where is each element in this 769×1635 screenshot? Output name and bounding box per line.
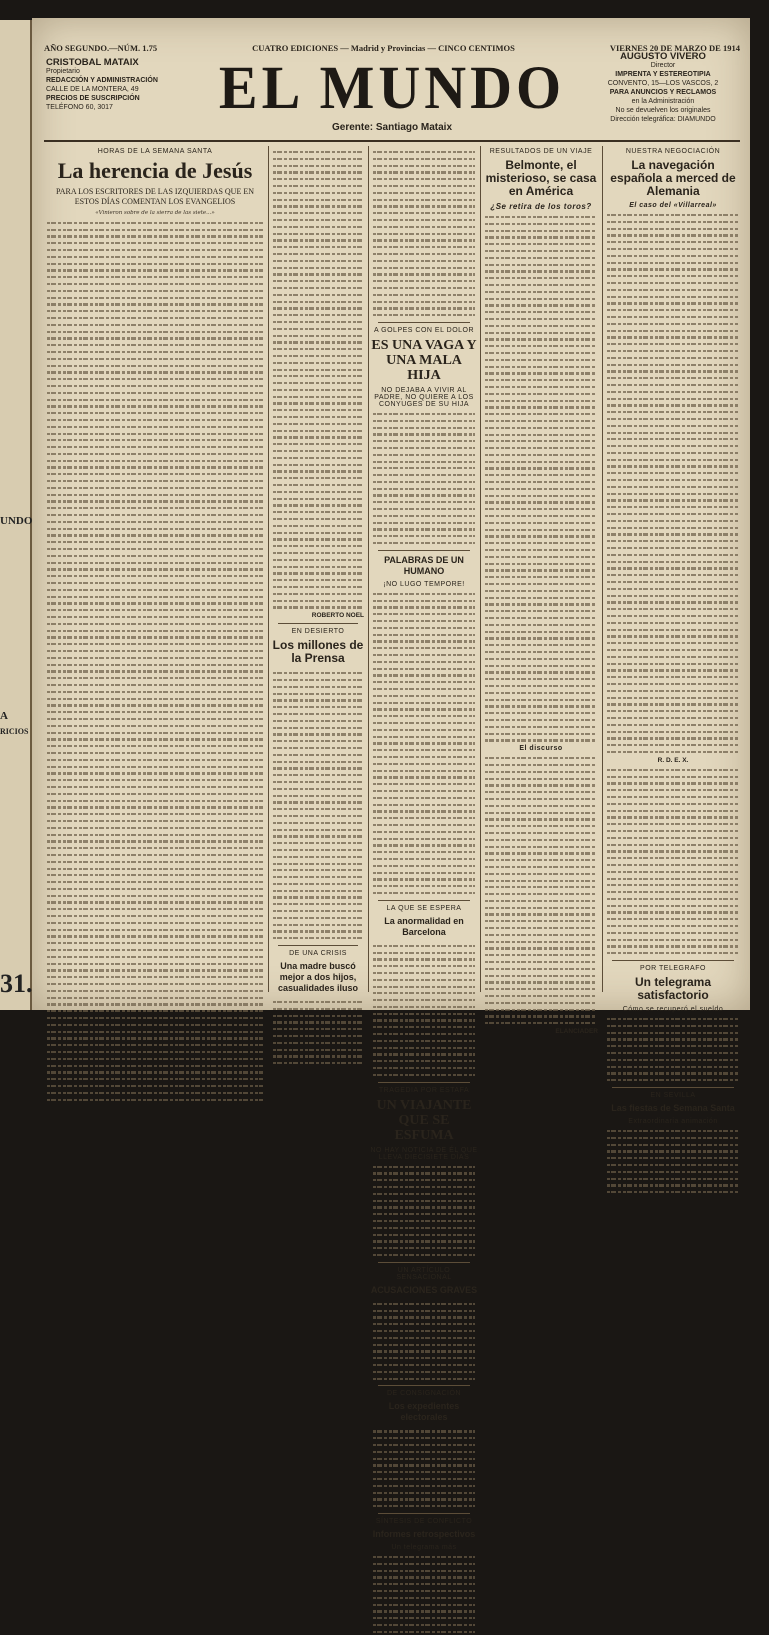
ads-title: PARA ANUNCIOS Y RECLAMOS — [609, 89, 717, 96]
section-kicker: EN DESIERTO — [291, 628, 345, 636]
headline-belmonte: Belmonte, el misterioso, se casa en América — [485, 158, 597, 198]
divider — [378, 1082, 470, 1083]
section-kicker: DE CONSIGNACIÓN — [386, 1390, 461, 1398]
telegram-address: Dirección telegráfica: DIAMUNDO — [610, 116, 716, 123]
subheadline: Extraordinaria animación — [628, 1118, 718, 1126]
divider — [378, 1513, 470, 1514]
admin-section: REDACCIÓN Y ADMINISTRACIÓN — [46, 77, 158, 84]
divider — [612, 960, 734, 961]
article-body — [485, 213, 597, 743]
director-role: Director — [650, 62, 676, 69]
manager-line: Gerente: Santiago Mataix — [331, 122, 453, 133]
article-body — [485, 754, 597, 1026]
article-body — [373, 410, 475, 546]
headline-vaga: ES UNA VAGA Y UNA MALA HIJA — [371, 337, 477, 383]
section-kicker: RESULTADOS DE UN VIAJE — [489, 148, 593, 155]
column-3-continued — [370, 1082, 478, 1635]
divider — [378, 550, 470, 551]
article-body — [273, 148, 363, 610]
editions-info: CUATRO EDICIONES — Madrid y Provincias — CINCO CENTIMOS — [252, 43, 515, 53]
divider — [278, 623, 358, 624]
section-kicker: EN SEVILLA — [650, 1092, 696, 1100]
section-kicker: POR TELEGRAFO — [640, 965, 706, 973]
column-1b — [128, 180, 268, 996]
article-body — [373, 942, 475, 1078]
headline-fiestas: Las fiestas de Semana Santa — [611, 1103, 735, 1114]
headline-viajante: UN VIAJANTE QUE SE ESFUMA — [376, 1097, 472, 1143]
originals-note: No se devuelven los originales — [615, 107, 711, 114]
ads-location: en la Administración — [631, 98, 695, 105]
issue-number: AÑO SEGUNDO.—NÚM. 1.75 — [44, 43, 158, 53]
byline-roberto: ROBERTO NOEL — [311, 612, 364, 620]
issue-date: VIERNES 20 DE MARZO DE 1914 — [609, 43, 740, 53]
subheadline: El discurso — [519, 745, 563, 753]
headline-acusaciones: ACUSACIONES GRAVES — [370, 1284, 478, 1295]
left-page-fragment: UNDO — [0, 515, 33, 527]
article-body — [373, 148, 475, 318]
subheadline: Un telegrama más — [391, 1543, 457, 1551]
divider — [378, 1262, 470, 1263]
column-separator — [480, 146, 481, 992]
headline-expedientes: Los expedientes electorales — [388, 1401, 460, 1423]
article-body — [273, 998, 363, 1066]
column-3 — [370, 146, 478, 1551]
left-page-fragment: 31. — [0, 969, 33, 998]
headline-millones: Los millones de la Prensa — [272, 638, 364, 666]
subscription-title: PRECIOS DE SUSCRIPCIÓN — [46, 95, 140, 102]
adjacent-page-edge — [0, 20, 32, 1010]
section-kicker: DE UNA CRISIS — [289, 950, 347, 958]
subheadline: NO HAY NOTICIA DE ÉL QUE LLEVA DIECISIETE DÍAS — [370, 1146, 478, 1161]
headline-navegacion: La navegación española a merced de Alemania — [610, 158, 736, 198]
subheadline: El caso del «Villarreal» — [629, 202, 717, 209]
article-body — [607, 1127, 739, 1195]
subheadline: ¿Se retira de los toros? — [490, 202, 592, 211]
press-address: CONVENTO, 15—LOS VASCOS, 2 — [607, 80, 719, 87]
column-6 — [604, 146, 742, 1126]
subheadline: ¡NO LUGO TEMPORE! — [383, 580, 465, 588]
newspaper-title: EL MUNDO — [218, 53, 566, 122]
left-page-fragment: RICIOS — [0, 727, 29, 736]
headline-informes: Informes retrospectivos — [372, 1528, 476, 1539]
divider — [612, 1087, 734, 1088]
masthead-rule — [44, 140, 740, 142]
right-info-box — [588, 52, 738, 124]
section-kicker: HORAS DE LA SEMANA SANTA — [97, 148, 213, 155]
article-body — [607, 766, 739, 956]
divider — [378, 322, 470, 323]
owner-name: CRISTOBAL MATAIX — [46, 57, 139, 68]
column-separator — [268, 146, 269, 992]
article-body — [373, 1300, 475, 1382]
signature: ELANCIADER — [555, 1028, 598, 1036]
subheadline: Cómo se recuperó el sueldo — [622, 1006, 724, 1014]
section-kicker: UN ARTÍCULO SENSACIONAL — [396, 1266, 452, 1281]
section-kicker: A GOLPES CON EL DOLOR — [373, 326, 475, 334]
divider — [278, 945, 358, 946]
column-separator — [368, 146, 369, 992]
headline-herencia: La herencia de Jesús — [57, 158, 253, 183]
column-2 — [270, 146, 366, 996]
left-page-fragment: A — [0, 710, 8, 722]
article-body — [607, 211, 739, 755]
newspaper-page — [32, 18, 750, 1551]
article-body — [373, 590, 475, 896]
section-kicker: NUESTRA NEGOCIACIÓN — [625, 148, 721, 155]
quote: «Vinieron sobre de la sierra de las siete...» — [95, 210, 215, 216]
article-body — [373, 1163, 475, 1258]
press-name: IMPRENTA Y ESTEREOTIPIA — [615, 71, 711, 78]
director-name: AUGUSTO VIVERO — [620, 51, 706, 62]
subheadline: NO DEJABA A VIVIR AL PADRE, NO QUIERE A LOS CONYUGES DE SU HIJA — [374, 386, 474, 408]
left-info-box — [46, 58, 196, 112]
subheadline: PARA LOS ESCRITORES DE LAS IZQUIERDAS QUE EN ESTOS DÍAS COMENTAN LOS EVANGELIOS — [55, 187, 255, 206]
article-body — [373, 1553, 475, 1635]
article-body — [607, 1015, 739, 1083]
headline-palabras: PALABRAS DE UN HUMANO — [384, 554, 464, 576]
section-kicker: LA QUE SE ESPERA — [386, 904, 462, 912]
byline-rdex: R. D. E. X. — [657, 756, 689, 764]
divider — [378, 1385, 470, 1386]
masthead — [202, 53, 582, 133]
divider — [378, 900, 470, 901]
headline-telegrama: Un telegrama satisfactorio — [634, 975, 712, 1003]
section-kicker: SÍNTESIS DE CONFLICTO — [375, 1517, 473, 1525]
column-5 — [482, 146, 600, 1036]
article-body — [273, 669, 363, 941]
column-separator — [602, 146, 603, 992]
phones: TELÉFONO 60, 3017 — [46, 104, 113, 111]
section-kicker: TRAGEDIA POR ESTAFA — [378, 1086, 470, 1094]
owner-role: Propietario — [46, 68, 80, 75]
admin-address: CALLE DE LA MONTERA, 49 — [46, 86, 139, 93]
headline-anormalidad: La anormalidad en Barcelona — [384, 915, 464, 937]
article-body — [373, 1427, 475, 1509]
headline-madre: Una madre buscó mejor a dos hijos, casualidades iluso — [277, 961, 359, 994]
